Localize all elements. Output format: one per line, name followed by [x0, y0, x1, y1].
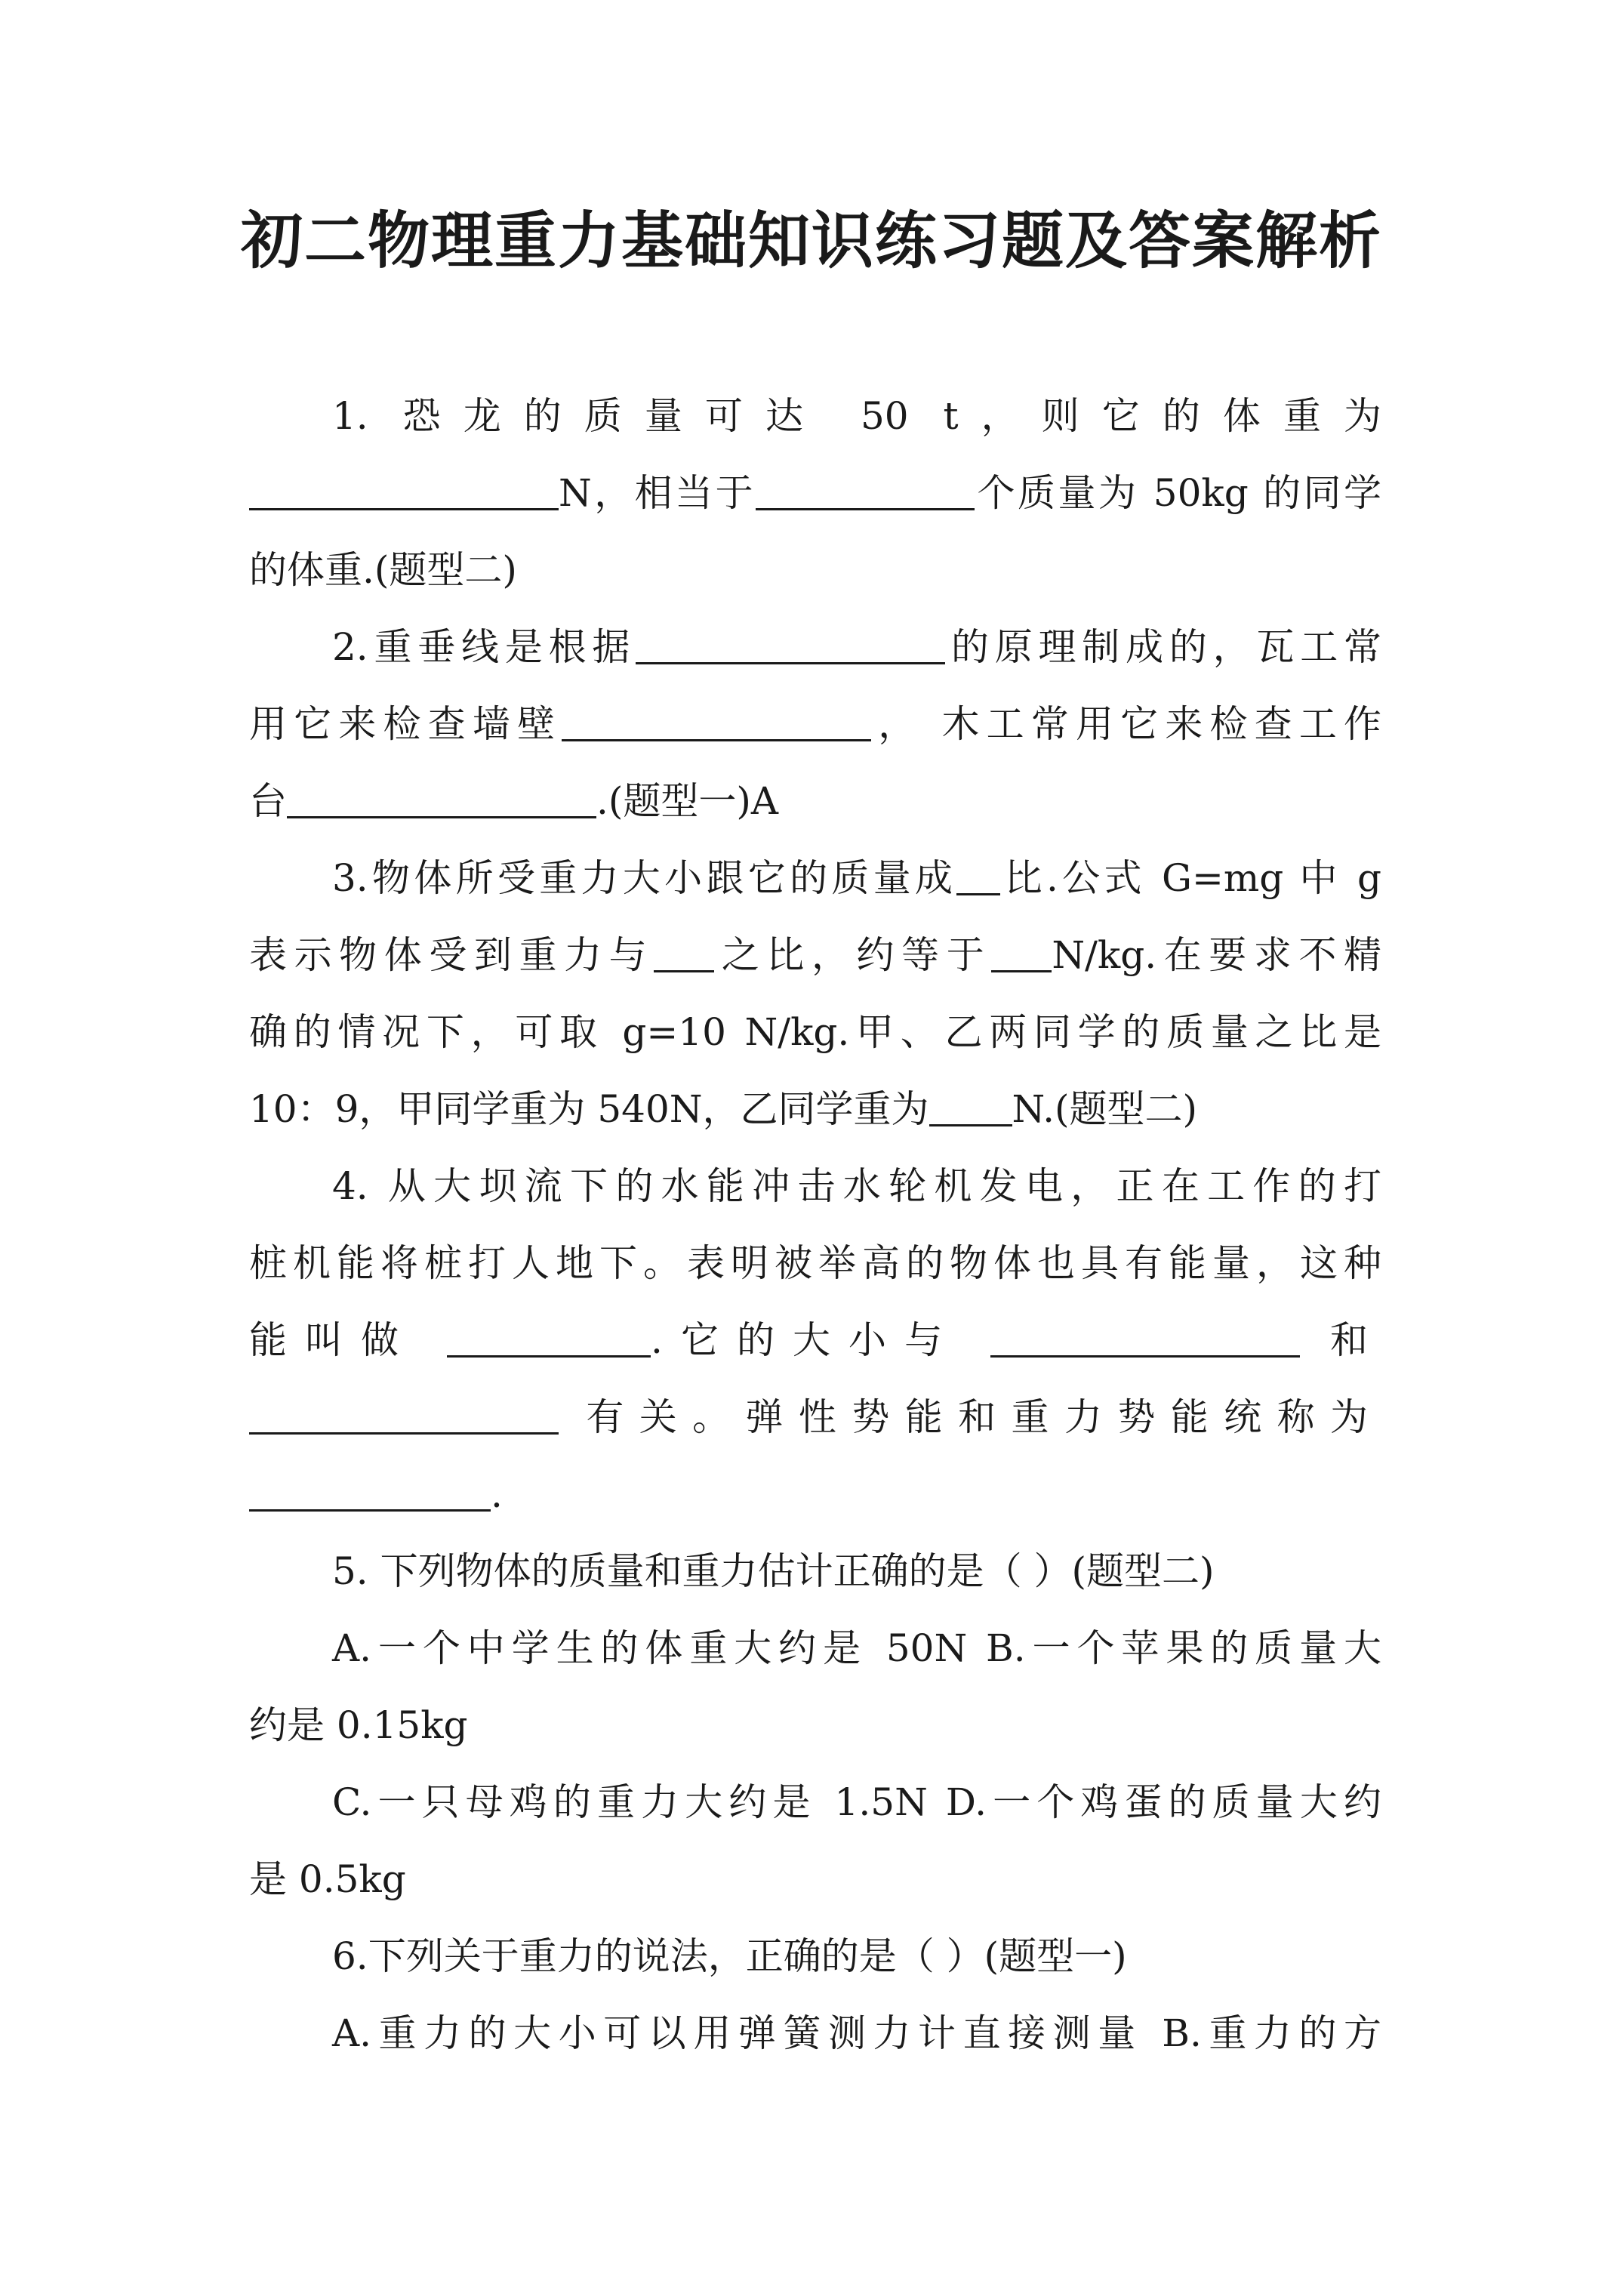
question-4-line-5 — [249, 1456, 1381, 1533]
q2-text-f: .(题型一)A — [596, 779, 779, 823]
question-2 — [249, 609, 1381, 840]
question-5-options-ab: A.一个中学生的体重大约是 50N B.一个苹果的质量大 — [332, 1626, 1381, 1670]
q3-text-e: N/kg.在要求不精 — [1052, 933, 1382, 977]
question-3-line-2 — [249, 917, 1381, 994]
q4-text-e: 和 — [1330, 1318, 1381, 1362]
q2-text-a: 2.重垂线是根据 — [332, 625, 636, 669]
q1-text-d: 的体重.(题型二) — [249, 548, 517, 592]
question-2-line-2 — [249, 686, 1381, 763]
question-1 — [249, 378, 1381, 609]
q3-text-f: 确的情况下，可取 g=10 N/kg.甲、乙两同学的质量之比是 — [249, 1010, 1381, 1054]
question-6 — [249, 1918, 1381, 2072]
question-3-line-4 — [249, 1071, 1381, 1148]
answer-blank — [447, 1316, 651, 1358]
question-4-line-2 — [249, 1225, 1381, 1302]
question-5-options-ab-cont: 约是 0.15kg — [249, 1703, 468, 1747]
document-body — [249, 378, 1381, 2072]
question-5-stem: 5. 下列物体的质量和重力估计正确的是（ ）(题型二) — [332, 1549, 1215, 1593]
q3-text-d: 之比，约等于 — [714, 933, 992, 977]
answer-blank — [249, 469, 559, 510]
q4-text-a: 4. 从大坝流下的水能冲击水轮机发电，正在工作的打 — [332, 1164, 1381, 1208]
answer-blank — [562, 700, 871, 741]
q4-text-b: 桩机能将桩打人地下。表明被举高的物体也具有能量，这种 — [249, 1241, 1381, 1285]
question-5-options-cd-cont: 是 0.5kg — [249, 1857, 406, 1901]
q3-text-b: 比.公式 G=mg 中 g — [1000, 856, 1381, 900]
question-4-line-3 — [249, 1302, 1381, 1379]
answer-blank — [956, 854, 1000, 895]
q1-text-a: 1. 恐龙的质量可达 50 t，则它的体重为 — [332, 394, 1381, 438]
q4-text-g: . — [491, 1472, 503, 1516]
question-5-options-cd: C.一只母鸡的重力大约是 1.5N D.一个鸡蛋的质量大约 — [332, 1780, 1381, 1824]
q2-text-e: 台 — [249, 779, 287, 823]
q2-text-c: 用它来检查墙壁 — [249, 702, 562, 746]
answer-blank — [991, 931, 1052, 972]
question-3-line-1 — [249, 840, 1381, 917]
question-4 — [249, 1148, 1381, 1533]
q2-text-b: 的原理制成的，瓦工常 — [945, 625, 1381, 669]
q4-text-f: 有关。弹性势能和重力势能统称为 — [586, 1395, 1381, 1439]
answer-blank — [929, 1085, 1012, 1126]
answer-blank — [249, 1470, 491, 1512]
question-1-line-2 — [249, 455, 1381, 532]
q4-text-d: .它的大小与 — [651, 1318, 961, 1362]
q3-text-c: 表示物体受到重力与 — [249, 933, 654, 977]
question-2-line-1 — [249, 609, 1381, 686]
question-5 — [249, 1533, 1381, 1918]
question-6-options-ab: A.重力的大小可以用弹簧测力计直接测量 B.重力的方 — [332, 2011, 1381, 2055]
q3-text-g: 10：9，甲同学重为 540N，乙同学重为 — [249, 1087, 929, 1131]
answer-blank — [249, 1393, 559, 1435]
q1-text-b: N，相当于 — [559, 471, 756, 515]
answer-blank — [636, 623, 945, 664]
answer-blank — [654, 931, 714, 972]
q1-text-c: 个质量为 50kg 的同学 — [975, 471, 1382, 515]
answer-blank — [756, 469, 975, 510]
answer-blank — [990, 1316, 1300, 1358]
q2-text-d: ， 木工常用它来检查工作 — [871, 702, 1381, 746]
page-title: 初二物理重力基础知识练习题及答案解析 — [240, 205, 1382, 277]
question-3-line-3 — [249, 994, 1381, 1071]
question-1-line-1 — [249, 378, 1381, 455]
answer-blank — [287, 777, 596, 818]
q4-text-c: 能叫做 — [249, 1318, 417, 1362]
question-6-stem: 6.下列关于重力的说法，正确的是（ ）(题型一) — [332, 1934, 1127, 1978]
question-3 — [249, 840, 1381, 1148]
question-4-line-1 — [249, 1148, 1381, 1225]
q3-text-a: 3.物体所受重力大小跟它的质量成 — [332, 856, 957, 900]
question-2-line-3 — [249, 763, 1381, 840]
question-4-line-4 — [249, 1379, 1381, 1456]
q3-text-h: N.(题型二) — [1012, 1087, 1197, 1131]
question-1-line-3 — [249, 532, 1381, 609]
